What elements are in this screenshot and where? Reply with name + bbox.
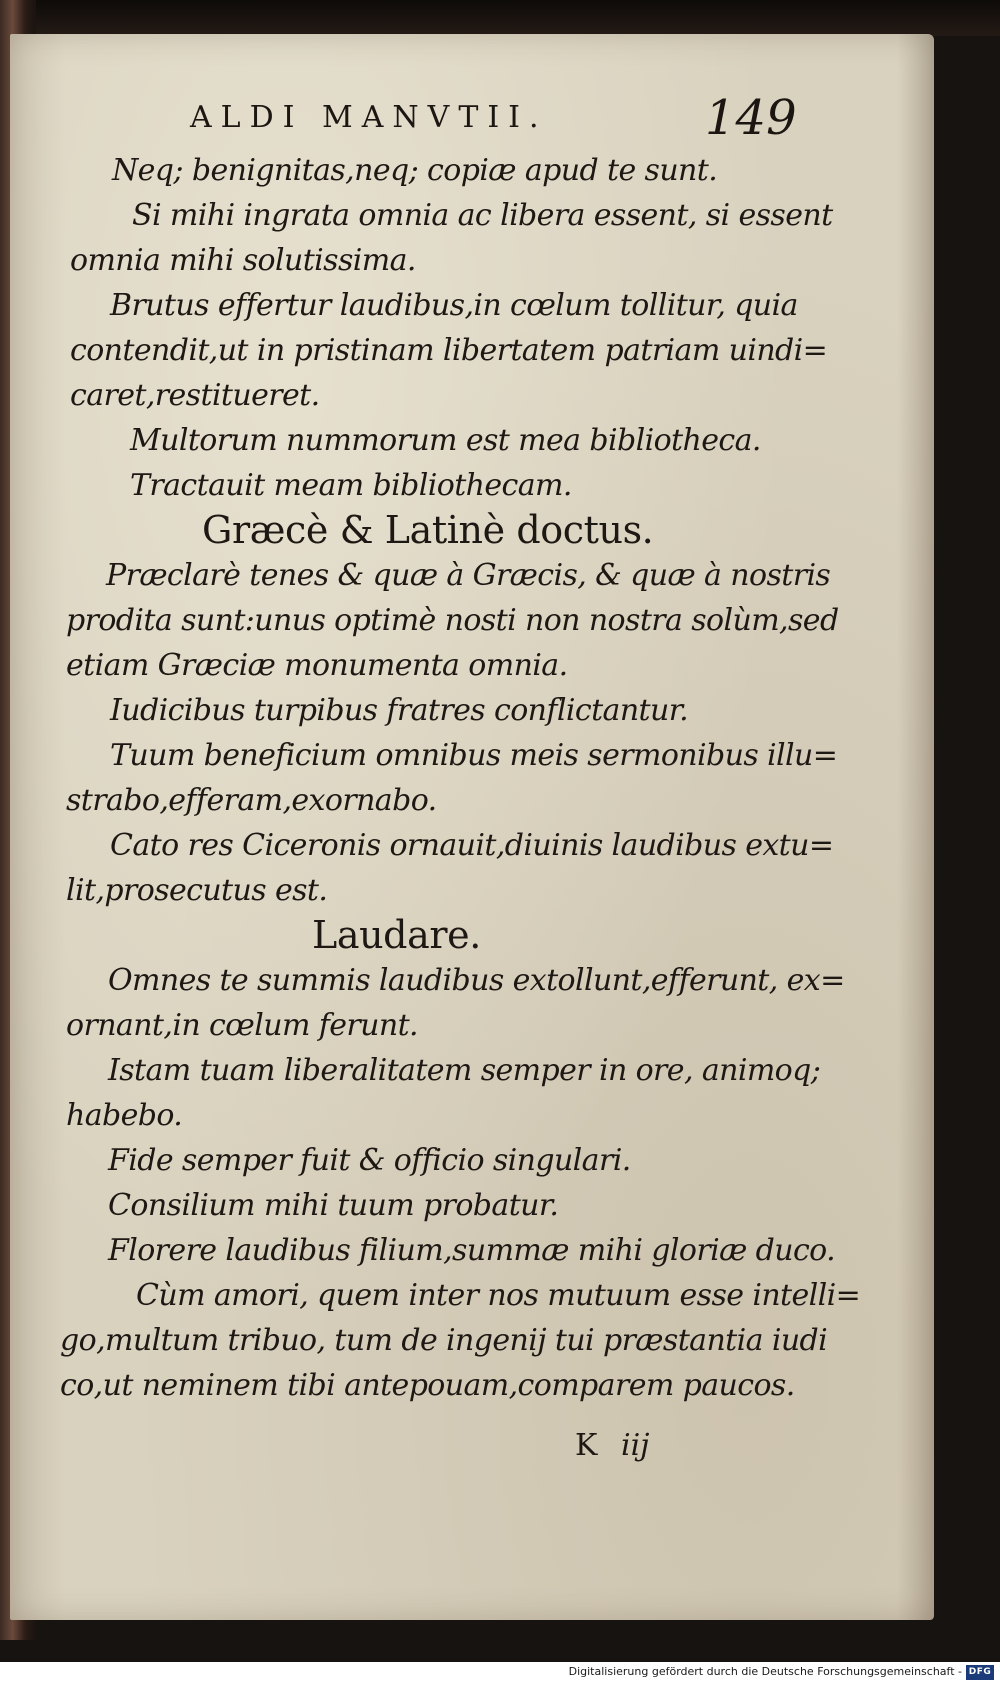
text-line: prodita sunt:unus optimè nosti non nostra solùm,sed — [66, 603, 839, 638]
text-line: Cùm amori, quem inter nos mutuum esse intelli= — [136, 1278, 861, 1313]
text-line: Brutus effertur laudibus,in cœlum tollitur, quia — [110, 288, 798, 323]
text-line: ornant,in cœlum ferunt. — [66, 1008, 418, 1043]
footer-bar — [0, 1662, 1000, 1685]
text-line: caret,restitueret. — [70, 378, 320, 413]
signature-mark — [575, 1428, 649, 1463]
section-heading: Græcè & Latinè doctus. — [202, 508, 654, 552]
text-line: Istam tuam liberalitatem semper in ore, animoq; — [108, 1053, 821, 1088]
text-block — [60, 148, 861, 1408]
text-line: Omnes te summis laudibus extollunt,efferunt, ex= — [108, 963, 845, 998]
text-line: co,ut neminem tibi antepouam,comparem paucos. — [60, 1368, 795, 1403]
book-top-edge — [0, 0, 1000, 36]
text-line: Iudicibus turpibus fratres conflictantur. — [110, 693, 689, 728]
signature-number: iij — [620, 1428, 650, 1463]
running-title: ALDI MANVTII. — [190, 100, 548, 135]
text-line: etiam Græciæ monumenta omnia. — [66, 648, 568, 683]
dfg-logo-icon: DFG — [966, 1665, 994, 1680]
text-line: Florere laudibus filium,summæ mihi gloriæ duco. — [108, 1233, 836, 1268]
text-line: Multorum nummorum est mea bibliotheca. — [130, 423, 761, 458]
text-line: Cato res Ciceronis ornauit,diuinis laudibus extu= — [110, 828, 834, 863]
text-line: omnia mihi solutissima. — [70, 243, 416, 278]
text-line: Consilium mihi tuum probatur. — [108, 1188, 559, 1223]
signature-letter: K — [575, 1428, 598, 1463]
text-line: lit,prosecutus est. — [66, 873, 328, 908]
funding-credit: Digitalisierung gefördert durch die Deutsche Forschungsgemeinschaft - — [568, 1665, 962, 1678]
text-line: Tractauit meam bibliothecam. — [130, 468, 572, 503]
text-line: Fide semper fuit & officio singulari. — [108, 1143, 631, 1178]
text-line: strabo,efferam,exornabo. — [66, 783, 437, 818]
text-line: go,multum tribuo, tum de ingenij tui præstantia iudi — [60, 1323, 828, 1358]
section-heading: Laudare. — [312, 913, 481, 957]
text-line: Tuum beneficium omnibus meis sermonibus illu= — [110, 738, 838, 773]
text-line: Si mihi ingrata omnia ac libera essent, si essent — [132, 198, 833, 233]
text-line: Neq; benignitas,neq; copiæ apud te sunt. — [112, 153, 718, 188]
text-line: Præclarè tenes & quæ à Græcis, & quæ à nostris — [106, 558, 831, 593]
text-line: habebo. — [66, 1098, 183, 1133]
text-line: contendit,ut in pristinam libertatem patriam uindi= — [70, 333, 828, 368]
page-number: 149 — [705, 90, 797, 146]
